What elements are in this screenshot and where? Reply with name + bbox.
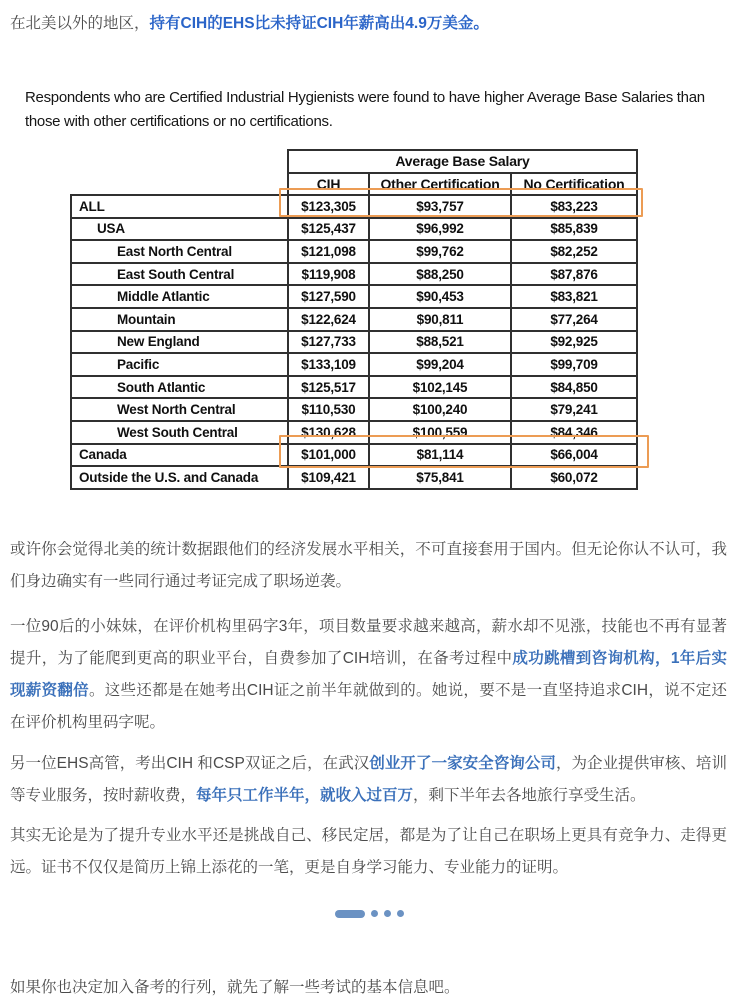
- salary-value: $133,109: [288, 353, 369, 376]
- salary-value: $102,145: [369, 376, 511, 399]
- table-row: [71, 240, 637, 263]
- salary-table: [70, 149, 638, 490]
- highlighted-text-run: 创业开了一家安全咨询公司: [369, 754, 556, 772]
- paragraph-story2: [10, 748, 727, 812]
- salary-table-wrap: [70, 149, 636, 490]
- salary-value: $125,517: [288, 376, 369, 399]
- salary-value: $82,252: [511, 240, 637, 263]
- salary-value: $90,811: [369, 308, 511, 331]
- text-run: ，剩下半年去各地旅行享受生活。: [413, 786, 646, 804]
- region-label: Outside the U.S. and Canada: [71, 466, 288, 489]
- salary-value: $92,925: [511, 331, 637, 354]
- salary-value: $122,624: [288, 308, 369, 331]
- region-label: New England: [71, 331, 288, 354]
- divider-bar-icon: [335, 910, 365, 918]
- salary-value: $88,521: [369, 331, 511, 354]
- region-label: Mountain: [71, 308, 288, 331]
- highlighted-text-run: 每年只工作半年，就收入过百万: [196, 786, 414, 804]
- salary-table-body: [71, 195, 637, 489]
- region-label: Middle Atlantic: [71, 285, 288, 308]
- salary-value: $127,733: [288, 331, 369, 354]
- salary-value: $99,709: [511, 353, 637, 376]
- text-run: 另一位EHS高管，考出CIH 和CSP双证之后，在武汉: [10, 754, 370, 772]
- figure-caption: Respondents who are Certified Industrial Hygienists were found to have higher Average Base Salaries than those with other certifications or no certifications.: [25, 89, 705, 130]
- salary-value: $77,264: [511, 308, 637, 331]
- table-row: [71, 353, 637, 376]
- salary-value: $100,559: [369, 421, 511, 444]
- region-label: East North Central: [71, 240, 288, 263]
- region-label: USA: [71, 218, 288, 241]
- salary-value: $83,821: [511, 285, 637, 308]
- corner-blank-cell: [71, 173, 288, 196]
- table-row: [71, 421, 637, 444]
- paragraph-final: [10, 972, 727, 1004]
- region-label: Canada: [71, 444, 288, 467]
- table-header-row: [71, 173, 637, 196]
- table-row: [71, 466, 637, 489]
- divider-dot-icon: [384, 910, 391, 917]
- region-label: West South Central: [71, 421, 288, 444]
- region-label: East South Central: [71, 263, 288, 286]
- salary-value: $125,437: [288, 218, 369, 241]
- highlighted-text-run: 持有CIH的EHS比未持证CIH年薪高出4.9万美金。: [149, 15, 489, 32]
- table-row: [71, 195, 637, 218]
- salary-value: $87,876: [511, 263, 637, 286]
- salary-value: $109,421: [288, 466, 369, 489]
- salary-value: $99,204: [369, 353, 511, 376]
- salary-value: $75,841: [369, 466, 511, 489]
- column-header-other-certification: Other Certification: [369, 173, 511, 196]
- region-label: South Atlantic: [71, 376, 288, 399]
- salary-value: $100,240: [369, 398, 511, 421]
- headline: [10, 0, 727, 36]
- region-label: ALL: [71, 195, 288, 218]
- salary-value: $66,004: [511, 444, 637, 467]
- table-row: [71, 444, 637, 467]
- column-header-no-certification: No Certification: [511, 173, 637, 196]
- table-title: Average Base Salary: [288, 150, 637, 173]
- paragraph-summary: [10, 820, 727, 884]
- table-row: [71, 263, 637, 286]
- highlighted-text-run: 成功跳槽到咨询机构，1年后实现薪资翻倍: [10, 649, 727, 699]
- salary-value: $83,223: [511, 195, 637, 218]
- text-run: 。这些还都是在她考出CIH证之前半年就做到的。她说，要不是一直坚持追求CIH，说不定还在评价机构里码字呢。: [10, 681, 727, 731]
- salary-value: $60,072: [511, 466, 637, 489]
- salary-value: $96,992: [369, 218, 511, 241]
- table-row: [71, 285, 637, 308]
- text-run: ，为企业提供审核、培训等专业服务，按时薪收费，: [10, 754, 727, 804]
- salary-value: $119,908: [288, 263, 369, 286]
- salary-value: $79,241: [511, 398, 637, 421]
- paragraph-intro: [10, 534, 727, 598]
- divider-dot-icon: [397, 910, 404, 917]
- salary-value: $88,250: [369, 263, 511, 286]
- text-run: 在北美以外的地区，: [10, 15, 150, 32]
- salary-value: $130,628: [288, 421, 369, 444]
- region-label: Pacific: [71, 353, 288, 376]
- salary-figure: [0, 86, 739, 490]
- salary-value: $121,098: [288, 240, 369, 263]
- region-label: West North Central: [71, 398, 288, 421]
- table-row: [71, 218, 637, 241]
- salary-value: $85,839: [511, 218, 637, 241]
- text-run: 如果你也决定加入备考的行列，就先了解一些考试的基本信息吧。: [10, 978, 460, 996]
- salary-value: $84,346: [511, 421, 637, 444]
- text-run: 或许你会觉得北美的统计数据跟他们的经济发展水平相关，不可直接套用于国内。但无论你认不认可，我们身边确实有一些同行通过考证完成了职场逆袭。: [10, 540, 727, 590]
- table-row: [71, 376, 637, 399]
- salary-value: $110,530: [288, 398, 369, 421]
- salary-value: $90,453: [369, 285, 511, 308]
- salary-value: $99,762: [369, 240, 511, 263]
- salary-value: $101,000: [288, 444, 369, 467]
- divider-dot-icon: [371, 910, 378, 917]
- paragraph-story1: [10, 611, 727, 739]
- section-divider: [0, 898, 739, 930]
- table-title-row: [71, 150, 637, 173]
- table-row: [71, 398, 637, 421]
- salary-value: $93,757: [369, 195, 511, 218]
- column-header-cih: CIH: [288, 173, 369, 196]
- text-run: 其实无论是为了提升专业水平还是挑战自己、移民定居，都是为了让自己在职场上更具有竞争力、走得更远。证书不仅仅是简历上锦上添花的一笔，更是自身学习能力、专业能力的证明。: [10, 826, 727, 876]
- text-run: 一位90后的小妹妹，在评价机构里码字3年，项目数量要求越来越高，薪水却不见涨，技能也不再有显著提升，为了能爬到更高的职业平台，自费参加了CIH培训，在备考过程中: [10, 617, 727, 667]
- salary-value: $81,114: [369, 444, 511, 467]
- table-row: [71, 308, 637, 331]
- salary-value: $123,305: [288, 195, 369, 218]
- corner-blank-cell: [71, 150, 288, 173]
- table-row: [71, 331, 637, 354]
- salary-value: $84,850: [511, 376, 637, 399]
- salary-value: $127,590: [288, 285, 369, 308]
